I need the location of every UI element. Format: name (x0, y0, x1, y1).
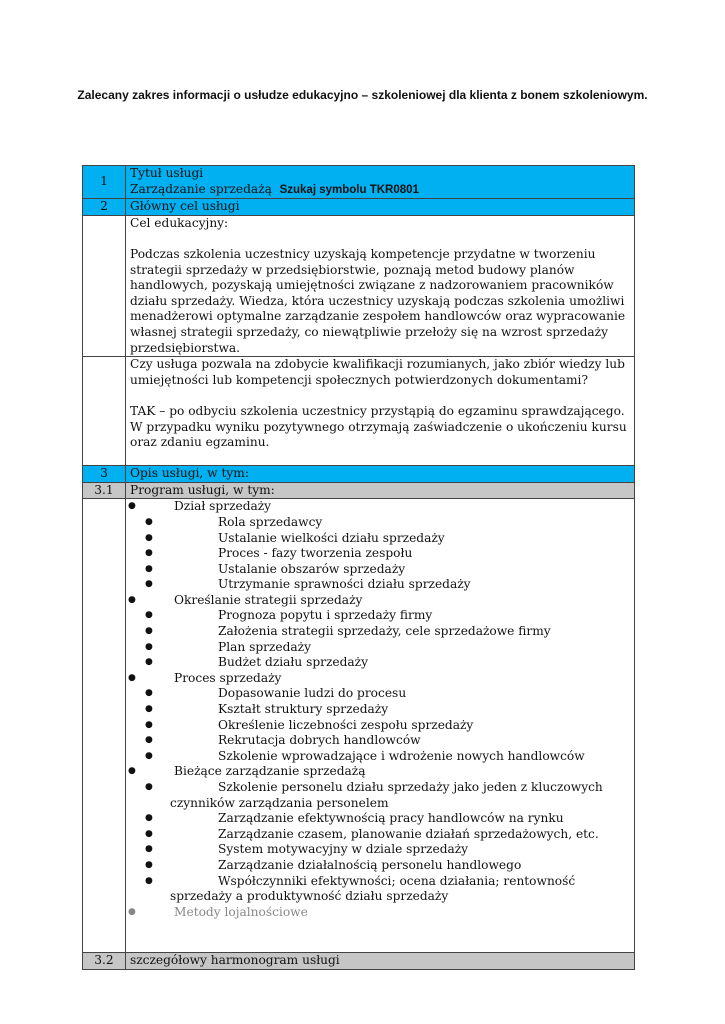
bullet-icon: ● (145, 704, 153, 715)
bullet-icon: ● (145, 750, 153, 761)
program-item-text: Proces - fazy tworzenia zespołu (218, 546, 413, 561)
empty-number-cell (83, 215, 126, 356)
program-topic (130, 640, 630, 656)
program-item-text: Zarządzanie działalnością personelu handlowego (218, 857, 522, 872)
row-2-qualification (83, 357, 635, 466)
program-item-text: Bieżące zarządzanie sprzedażą (174, 764, 366, 779)
row-number: 3 (83, 466, 126, 483)
program-item-text: Metody lojalnościowe (174, 904, 308, 919)
program-item-text: Budżet działu sprzedaży (218, 655, 368, 670)
title-cell (126, 166, 635, 199)
program-section (130, 593, 630, 609)
program-topic (130, 655, 630, 671)
bullet-icon: ● (145, 859, 153, 870)
bullet-icon: ● (145, 735, 153, 746)
program-item-text: Plan sprzedaży (218, 639, 311, 654)
bullet-icon: ● (145, 548, 153, 559)
empty-number-cell (83, 499, 126, 953)
program-section (130, 499, 630, 515)
program-item-text: Współczynniki efektywności; ocena działania; rentowność sprzedaży a produktywność działu sprzedaży (170, 873, 576, 904)
bullet-icon: ● (145, 610, 153, 621)
row-2-header (83, 199, 635, 216)
program-topic (130, 562, 630, 578)
program-topic (130, 842, 630, 858)
program-item-text: Szkolenie personelu działu sprzedaży jako jeden z kluczowych czynników zarządzania personelem (170, 780, 603, 810)
program-item-text: Określenie liczebności zespołu sprzedaży (218, 717, 474, 732)
schedule-label: szczegółowy harmonogram usługi (126, 953, 635, 970)
program-item-text: Szkolenie wprowadzające i wdrożenie nowych handlowców (218, 748, 585, 763)
program-item-text: Prognoza popytu i sprzedaży firmy (218, 608, 433, 623)
program-topic (130, 733, 630, 749)
bullet-icon: ● (145, 532, 153, 543)
bullet-icon: ● (128, 906, 136, 917)
row-number: 3.2 (83, 953, 126, 970)
program-item-text: System motywacyjny w dziale sprzedaży (218, 842, 469, 857)
program-topic (130, 546, 630, 562)
bullet-icon: ● (145, 641, 153, 652)
program-item-text: Dział sprzedaży (174, 499, 272, 514)
program-item-text: Proces sprzedaży (174, 670, 282, 685)
program-item-text: Dopasowanie ludzi do procesu (218, 686, 407, 701)
program-topic (130, 827, 630, 843)
row-number: 3.1 (83, 482, 126, 499)
qualification-answer: TAK – po odbyciu szkolenia uczestnicy przystąpią do egzaminu sprawdzającego. W przypadku wyniku pozytywnego otrzymają zaświadczenie o ukończeniu kursu oraz zdaniu egzaminu. (130, 403, 627, 450)
program-topic (130, 780, 630, 811)
bullet-icon: ● (128, 766, 136, 777)
row-3-header (83, 466, 635, 483)
bullet-icon: ● (128, 672, 136, 683)
empty-number-cell (83, 357, 126, 466)
program-topic (130, 874, 630, 905)
bullet-icon: ● (145, 688, 153, 699)
program-topic (130, 608, 630, 624)
program-item-text: Rola sprzedawcy (218, 514, 323, 529)
program-item-text: Zarządzanie efektywnością pracy handlowców na rynku (218, 811, 564, 826)
bullet-icon: ● (145, 626, 153, 637)
title-label: Tytuł usługi (130, 166, 204, 180)
program-topic (130, 811, 630, 827)
goal-label: Główny cel usługi (126, 199, 635, 216)
program-topic (130, 858, 630, 874)
bullet-icon: ● (145, 782, 153, 792)
qualification-cell (126, 357, 635, 466)
cel-text: Podczas szkolenia uczestnicy uzyskają kompetencje przydatne w tworzeniu strategii sprzedaży w przedsiębiorstwie, poznają metod budowy planów handlowych, pozyskają umiejętności związane z nadzorowaniem pracowników działu sprzedaży. Wiedza, która uczestnicy uzyskają podczas szkolenia umożliwi menadżerowi optymalne zarządzanie zespołem handlowców oraz wypracowanie własnej strategii sprzedaży, co niewątpliwie przełoży się na wzrost sprzedaży przedsiębiorstwa. (130, 246, 626, 355)
row-number: 1 (83, 166, 126, 199)
program-topic (130, 531, 630, 547)
description-label: Opis usługi, w tym: (126, 466, 635, 483)
bullet-icon: ● (145, 563, 153, 574)
program-section (130, 764, 630, 780)
program-item-text: Zarządzanie czasem, planowanie działań sprzedażowych, etc. (218, 826, 599, 841)
program-cell (126, 499, 635, 953)
program-topic (130, 577, 630, 593)
row-1-title (83, 166, 635, 199)
program-outline (130, 499, 630, 920)
bullet-icon: ● (145, 875, 153, 886)
program-topic (130, 749, 630, 765)
symbol-note: Szukaj symbolu TKR0801 (279, 183, 419, 196)
program-topic (130, 702, 630, 718)
bullet-icon: ● (145, 813, 153, 824)
program-section (130, 671, 630, 687)
program-item-text: Rekrutacja dobrych handlowców (218, 733, 421, 748)
cel-label: Cel edukacyjny: (130, 215, 229, 230)
program-topic (130, 515, 630, 531)
bullet-icon: ● (145, 657, 153, 668)
row-3-2-header (83, 953, 635, 970)
program-topic (130, 624, 630, 640)
program-topic (130, 718, 630, 734)
bullet-icon: ● (128, 594, 136, 605)
row-3-1-program (83, 499, 635, 953)
goal-cell (126, 215, 635, 356)
bullet-icon: ● (145, 828, 153, 839)
row-number: 2 (83, 199, 126, 216)
program-item-text: Określanie strategii sprzedaży (174, 592, 363, 607)
row-2-goal (83, 215, 635, 356)
program-item-text: Ustalanie obszarów sprzedaży (218, 561, 406, 576)
bullet-icon: ● (145, 719, 153, 730)
program-item-text: Założenia strategii sprzedaży, cele sprzedażowe firmy (218, 624, 551, 639)
bullet-icon: ● (145, 844, 153, 855)
program-label: Program usługi, w tym: (126, 482, 635, 499)
service-info-table (82, 165, 635, 970)
program-section (130, 905, 630, 921)
title-value-line (130, 182, 630, 199)
program-item-text: Ustalanie wielkości działu sprzedaży (218, 530, 445, 545)
program-item-text: Kształt struktury sprzedaży (218, 702, 389, 717)
page-heading: Zalecany zakres informacji o usłudze edukacyjno – szkoleniowej dla klienta z bonem szkoleniowym. (77, 88, 648, 102)
qualification-question: Czy usługa pozwala na zdobycie kwalifikacji rozumianych, jako zbiór wiedzy lub umiejętności lub kompetencji społecznych potwierdzonych dokumentami? (130, 357, 625, 387)
bullet-icon: ● (145, 579, 153, 590)
program-topic (130, 686, 630, 702)
bullet-icon: ● (145, 516, 153, 527)
title-value: Zarządzanie sprzedażą (130, 181, 272, 196)
row-3-1-header (83, 482, 635, 499)
program-item-text: Utrzymanie sprawności działu sprzedaży (218, 577, 471, 592)
bullet-icon: ● (128, 501, 136, 512)
